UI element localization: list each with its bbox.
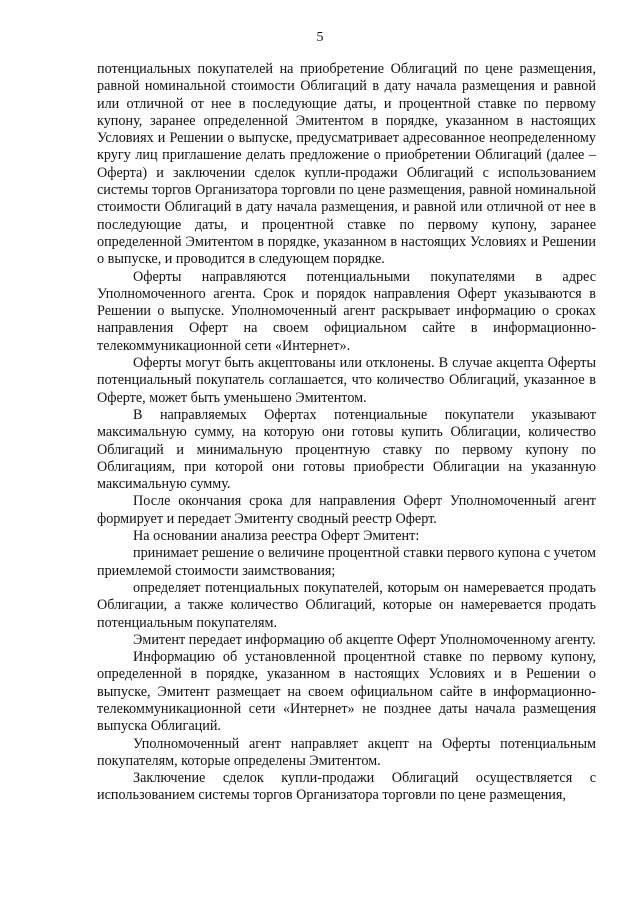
paragraph-buyers-definition: определяет потенциальных покупателей, которым он намеревается продать Облигации, а также количество Облигаций, которые он намеревается продать потенциальным покупателям. xyxy=(97,579,596,631)
paragraph-coupon-rate-disclosure: Информацию об установленной процентной ставке по первому купону, определенной в порядке, указанном в настоящих Условиях и в Решении о выпуске, Эмитент размещает на своем официальном сайте в информационно-телекоммуникационной сети «Интернет» не позднее даты начала размещения выпуска Облигаций. xyxy=(97,649,596,735)
paragraph-register: После окончания срока для направления Оферт Уполномоченный агент формирует и передает Эмитенту сводный реестр Оферт. xyxy=(97,493,596,527)
paragraph-coupon-rate-decision: принимает решение о величине процентной ставки первого купона с учетом приемлемой стоимости заимствования; xyxy=(97,545,596,579)
paragraph-offers-contents: В направляемых Офертах потенциальные покупатели указывают максимальную сумму, на которую они готовы купить Облигации, количество Облигаций и минимальную процентную ставку по первому купону по Облигациям, при которой они готовы приобрести Облигации на указанную максимальную сумму. xyxy=(97,406,596,493)
document-body xyxy=(97,61,596,805)
paragraph-analysis-intro: На основании анализа реестра Оферт Эмитент: xyxy=(133,528,420,545)
paragraph-acceptance-info: Эмитент передает информацию об акцепте Оферт Уполномоченному агенту. xyxy=(133,631,596,648)
page-number: 5 xyxy=(316,30,324,45)
paragraph-offers-acceptance: Оферты могут быть акцептованы или отклонены. В случае акцепта Оферты потенциальный покупатель соглашается, что количество Облигаций, указанное в Оферте, может быть уменьшено Эмитентом. xyxy=(97,355,596,406)
paragraph-agent-acceptance: Уполномоченный агент направляет акцепт на Оферты потенциальным покупателям, которые определены Эмитентом. xyxy=(97,735,596,769)
paragraph-continuation: потенциальных покупателей на приобретение Облигаций по цене размещения, равной номинальной стоимости Облигаций в дату начала размещения и равной или отличной от нее в последующие даты, и процентной ставке по первому купону, заранее определенной Эмитентом в порядке, указанном в настоящих Условиях и Решении о выпуске, предусматривает адресованное неопределенному кругу лиц приглашение делать предложение о приобретении Облигаций (далее – Оферта) и заключении сделок купли-продажи Облигаций с использованием системы торгов Организатора торговли по цене размещения, равной номинальной стоимости Облигаций в дату начала размещения, и равной или отличной от нее в последующие даты, и процентной ставке по первому купону, заранее определенной Эмитентом в порядке, указанном в настоящих Условиях и Решении о выпуске, и проводится в следующем порядке. xyxy=(97,61,596,268)
paragraph-deals-conclusion: Заключение сделок купли-продажи Облигаций осуществляется с использованием системы торгов Организатора торговли по цене размещения, xyxy=(97,770,596,804)
paragraph-offers-direction: Оферты направляются потенциальными покупателями в адрес Уполномоченного агента. Срок и порядок направления Оферт указываются в Решении о выпуске. Уполномоченный агент раскрывает информацию о сроках направления Оферт на своем официальном сайте в информационно-телекоммуникационной сети «Интернет». xyxy=(97,268,596,354)
